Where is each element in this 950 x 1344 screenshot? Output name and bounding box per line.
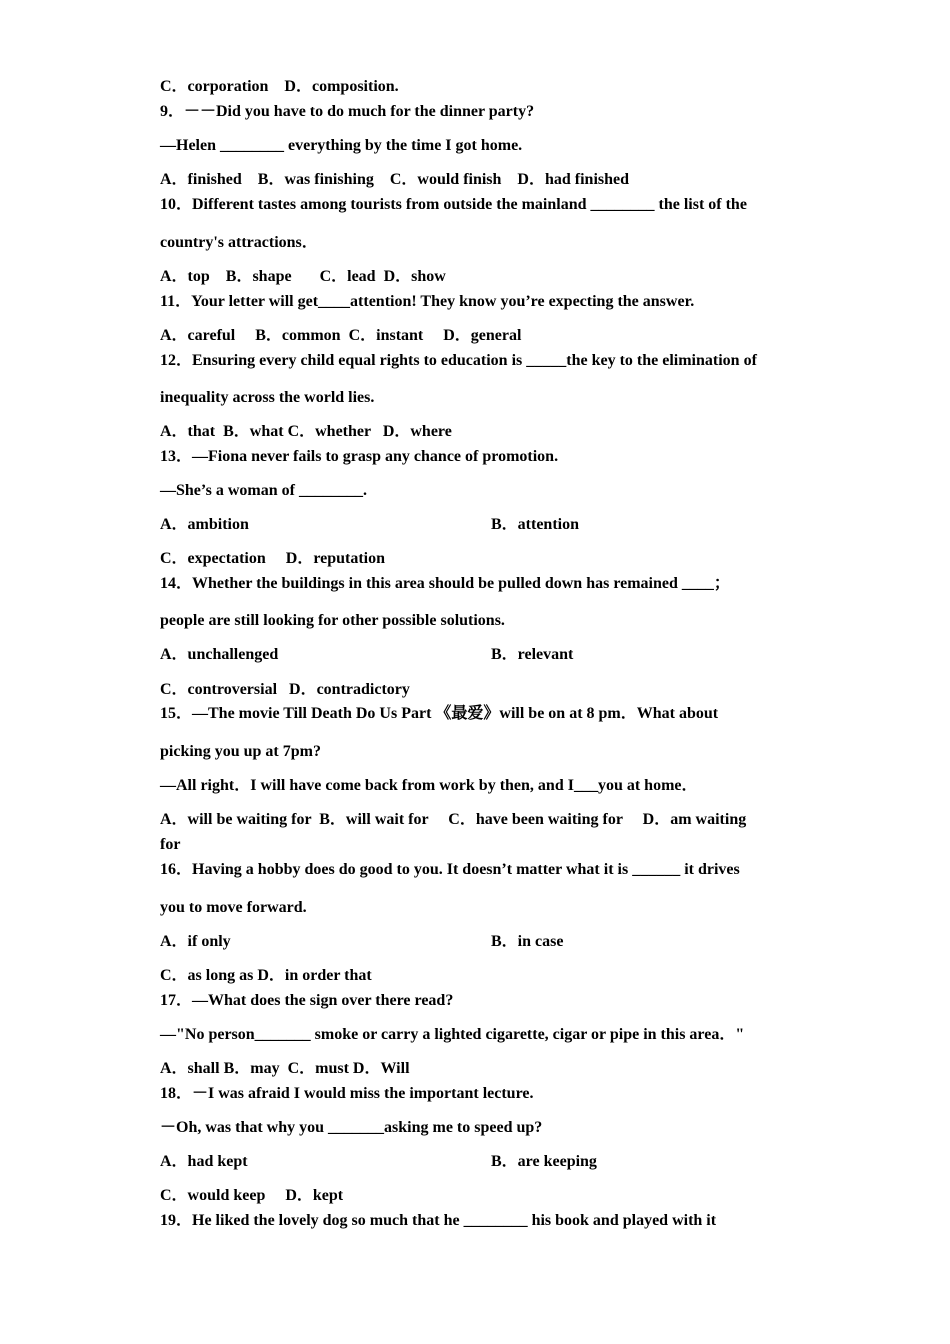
q11-options: A．careful B．common C．instant D．general: [160, 327, 522, 344]
q18-options-cd: C．would keep D．kept: [160, 1187, 344, 1204]
q18-stem: 18．－I was afraid I would miss the important lecture.: [160, 1085, 534, 1102]
q13-option-a: A．ambition: [160, 516, 249, 533]
q12-options: A．that B．what C．whether D．where: [160, 423, 452, 440]
q11-stem: 11．Your letter will get____attention! They know you’re expecting the answer.: [160, 293, 695, 310]
q13-stem: 13．—Fiona never fails to grasp any chance of promotion.: [160, 448, 559, 465]
q16-options-cd: C．as long as D．in order that: [160, 967, 372, 984]
q10-stem-cont: country's attractions．: [160, 234, 318, 251]
q18-option-b: B．are keeping: [491, 1153, 597, 1170]
q14-option-b: B．relevant: [491, 646, 574, 663]
q15-stem-cont: picking you up at 7pm?: [160, 743, 321, 760]
q10-options: A．top B．shape C．lead D．show: [160, 268, 446, 285]
q15-stem: 15．—The movie Till Death Do Us Part 《最爱》will be on at 8 pm．What about: [160, 705, 719, 722]
q19-stem: 19．He liked the lovely dog so much that he ________ his book and played with it: [160, 1212, 717, 1229]
q8-options-cd: C．corporation D．composition.: [160, 78, 399, 95]
q15-options: A．will be waiting for B．will wait for C．have been waiting for D．am waiting: [160, 811, 747, 828]
q9-dialogue: —Helen ________ everything by the time I got home.: [160, 137, 523, 154]
q17-dialogue: —"No person_______ smoke or carry a lighted cigarette, cigar or pipe in this area．": [160, 1026, 745, 1043]
q18-option-a: A．had kept: [160, 1153, 248, 1170]
q9-stem: 9．－－Did you have to do much for the dinner party?: [160, 103, 535, 120]
q17-stem: 17．—What does the sign over there read?: [160, 992, 454, 1009]
q16-option-a: A．if only: [160, 933, 231, 950]
q15-options-cont: for: [160, 836, 181, 853]
q16-stem-cont: you to move forward.: [160, 899, 307, 916]
q14-stem-cont: people are still looking for other possible solutions.: [160, 612, 505, 629]
q12-stem-cont: inequality across the world lies.: [160, 389, 375, 406]
q9-options: A．finished B．was finishing C．would finish D．had finished: [160, 171, 630, 188]
q13-dialogue: —She’s a woman of ________.: [160, 482, 367, 499]
q15-dialogue: —All right．I will have come back from work by then, and I___you at home．: [160, 777, 698, 794]
q10-stem: 10．Different tastes among tourists from outside the mainland ________ the list of the: [160, 196, 747, 213]
q12-stem: 12．Ensuring every child equal rights to education is _____the key to the elimination of: [160, 352, 757, 369]
q16-option-b: B．in case: [491, 933, 564, 950]
q14-stem: 14．Whether the buildings in this area should be pulled down has remained ____；: [160, 575, 730, 592]
q17-options: A．shall B．may C．must D．Will: [160, 1060, 410, 1077]
q14-options-cd: C．controversial D．contradictory: [160, 681, 410, 698]
q14-option-a: A．unchallenged: [160, 646, 279, 663]
q16-stem: 16．Having a hobby does do good to you. It doesn’t matter what it is ______ it drives: [160, 861, 740, 878]
q18-dialogue: －Oh, was that why you _______asking me to speed up?: [160, 1119, 543, 1136]
q13-option-b: B．attention: [491, 516, 580, 533]
q13-options-cd: C．expectation D．reputation: [160, 550, 386, 567]
